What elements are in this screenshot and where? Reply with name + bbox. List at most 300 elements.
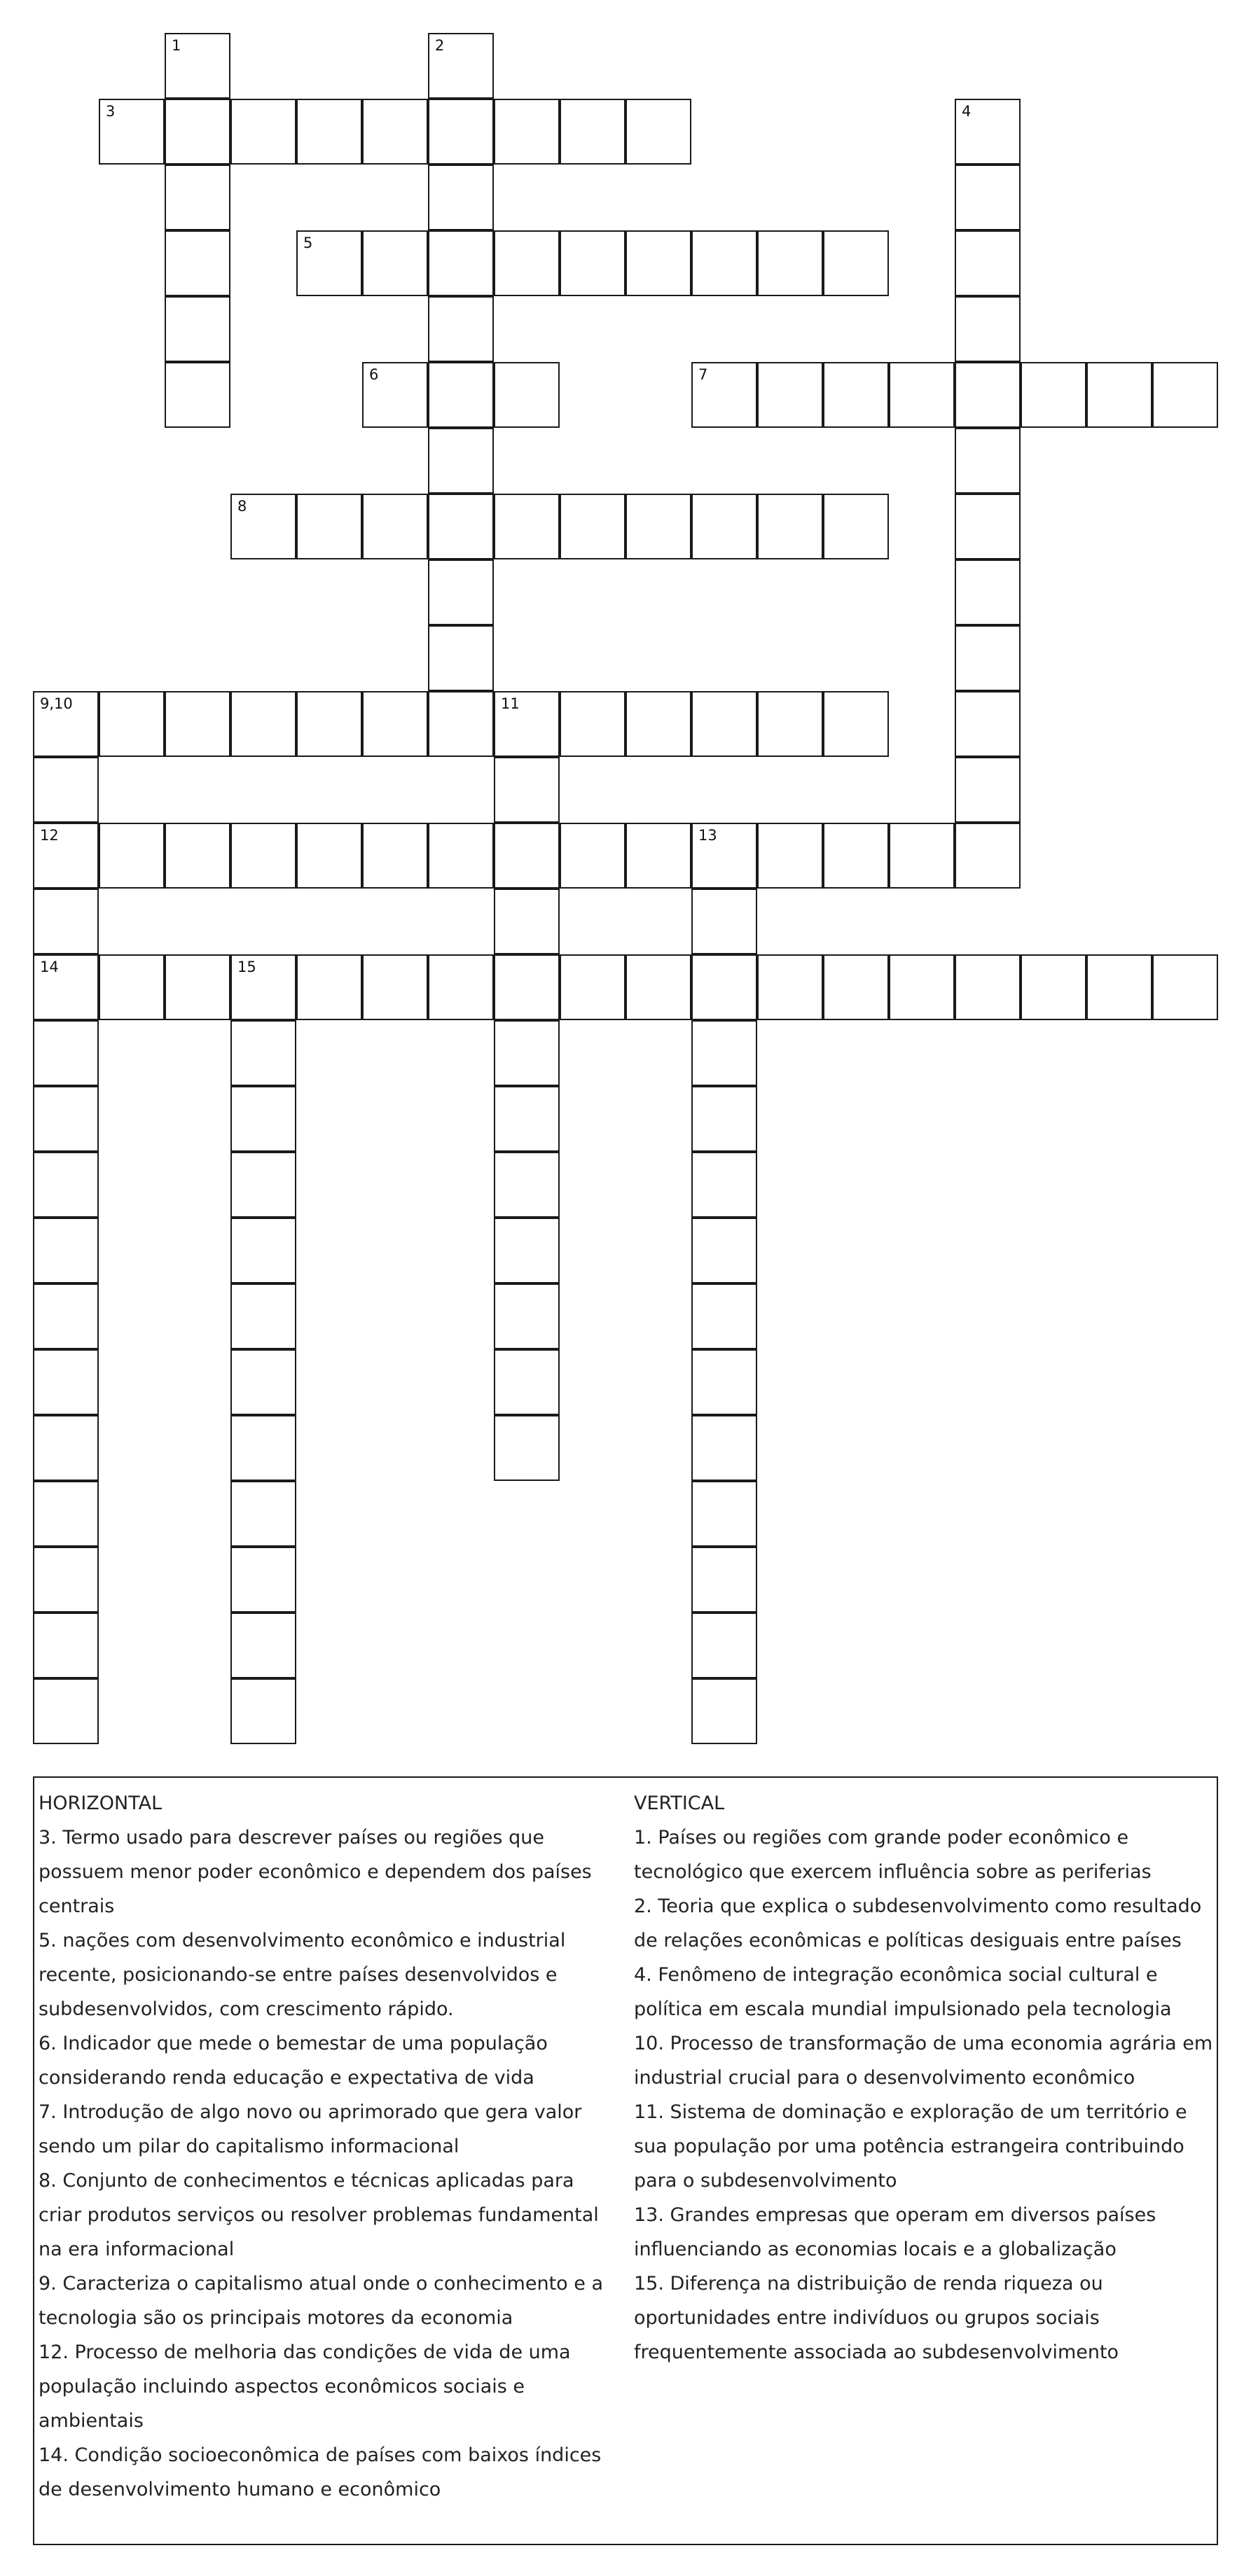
crossword-cell[interactable]	[33, 1415, 99, 1481]
cell-letter-input[interactable]	[693, 1022, 756, 1085]
cell-letter-input[interactable]	[561, 232, 624, 295]
cell-letter-input[interactable]	[495, 100, 558, 163]
cell-letter-input[interactable]	[34, 1351, 97, 1414]
crossword-cell[interactable]	[494, 823, 560, 889]
cell-letter-input[interactable]	[232, 1022, 295, 1085]
cell-letter-input[interactable]	[495, 758, 558, 821]
cell-letter-input[interactable]	[890, 956, 953, 1019]
crossword-cell[interactable]	[230, 494, 296, 559]
cell-letter-input[interactable]	[166, 100, 229, 163]
crossword-cell[interactable]	[33, 1613, 99, 1678]
cell-letter-input[interactable]	[34, 1614, 97, 1677]
crossword-cell[interactable]	[691, 1415, 757, 1481]
crossword-cell[interactable]	[230, 1349, 296, 1415]
cell-letter-input[interactable]	[232, 100, 295, 163]
crossword-cell[interactable]	[165, 362, 230, 428]
crossword-cell[interactable]	[691, 230, 757, 296]
cell-letter-input[interactable]	[693, 1285, 756, 1348]
crossword-cell[interactable]	[626, 691, 691, 757]
crossword-cell[interactable]	[362, 954, 428, 1020]
crossword-cell[interactable]	[823, 230, 889, 296]
cell-letter-input[interactable]	[232, 1482, 295, 1545]
cell-letter-input[interactable]	[364, 495, 427, 558]
crossword-cell[interactable]	[691, 1086, 757, 1152]
crossword-cell[interactable]	[691, 691, 757, 757]
cell-letter-input[interactable]	[693, 495, 756, 558]
crossword-cell[interactable]	[494, 1283, 560, 1349]
cell-letter-input[interactable]	[495, 1219, 558, 1282]
cell-letter-input[interactable]	[561, 495, 624, 558]
crossword-cell[interactable]	[691, 362, 757, 428]
crossword-cell[interactable]	[362, 230, 428, 296]
cell-letter-input[interactable]	[956, 824, 1019, 887]
crossword-cell[interactable]	[362, 691, 428, 757]
cell-letter-input[interactable]	[561, 100, 624, 163]
crossword-cell[interactable]	[494, 1349, 560, 1415]
cell-letter-input[interactable]	[495, 495, 558, 558]
cell-letter-input[interactable]	[627, 495, 690, 558]
cell-letter-input[interactable]	[824, 363, 887, 426]
crossword-cell[interactable]	[230, 1020, 296, 1086]
cell-letter-input[interactable]	[693, 1087, 756, 1150]
cell-letter-input[interactable]	[890, 824, 953, 887]
crossword-cell[interactable]	[889, 823, 955, 889]
cell-letter-input[interactable]	[429, 166, 492, 229]
cell-letter-input[interactable]	[429, 429, 492, 492]
crossword-cell[interactable]	[626, 230, 691, 296]
cell-letter-input[interactable]	[693, 1351, 756, 1414]
cell-letter-input[interactable]	[232, 495, 295, 558]
crossword-cell[interactable]	[428, 362, 494, 428]
cell-letter-input[interactable]	[693, 890, 756, 953]
cell-letter-input[interactable]	[1022, 363, 1085, 426]
cell-letter-input[interactable]	[627, 824, 690, 887]
crossword-cell[interactable]	[33, 1678, 99, 1744]
crossword-cell[interactable]	[691, 1283, 757, 1349]
cell-letter-input[interactable]	[166, 692, 229, 756]
crossword-cell[interactable]	[626, 954, 691, 1020]
cell-letter-input[interactable]	[298, 232, 361, 295]
cell-letter-input[interactable]	[34, 1548, 97, 1611]
cell-letter-input[interactable]	[364, 692, 427, 756]
crossword-cell[interactable]	[165, 230, 230, 296]
crossword-cell[interactable]	[33, 1547, 99, 1613]
cell-letter-input[interactable]	[956, 495, 1019, 558]
cell-letter-input[interactable]	[298, 495, 361, 558]
crossword-cell[interactable]	[33, 1283, 99, 1349]
cell-letter-input[interactable]	[34, 890, 97, 953]
crossword-cell[interactable]	[165, 823, 230, 889]
crossword-cell[interactable]	[230, 99, 296, 165]
cell-letter-input[interactable]	[364, 100, 427, 163]
cell-letter-input[interactable]	[759, 495, 822, 558]
cell-letter-input[interactable]	[759, 232, 822, 295]
crossword-cell[interactable]	[428, 559, 494, 625]
crossword-cell[interactable]	[494, 1152, 560, 1218]
cell-letter-input[interactable]	[429, 298, 492, 361]
crossword-cell[interactable]	[757, 362, 823, 428]
crossword-cell[interactable]	[1086, 362, 1152, 428]
cell-letter-input[interactable]	[759, 824, 822, 887]
cell-letter-input[interactable]	[100, 692, 163, 756]
crossword-cell[interactable]	[33, 691, 99, 757]
crossword-cell[interactable]	[33, 1349, 99, 1415]
crossword-cell[interactable]	[626, 494, 691, 559]
crossword-cell[interactable]	[1086, 954, 1152, 1020]
cell-letter-input[interactable]	[956, 100, 1019, 163]
crossword-cell[interactable]	[691, 1218, 757, 1283]
crossword-cell[interactable]	[494, 99, 560, 165]
crossword-cell[interactable]	[230, 1152, 296, 1218]
cell-letter-input[interactable]	[100, 956, 163, 1019]
cell-letter-input[interactable]	[364, 232, 427, 295]
cell-letter-input[interactable]	[34, 956, 97, 1019]
crossword-cell[interactable]	[691, 1481, 757, 1547]
crossword-cell[interactable]	[494, 1020, 560, 1086]
cell-letter-input[interactable]	[34, 1285, 97, 1348]
crossword-cell[interactable]	[955, 428, 1021, 494]
crossword-cell[interactable]	[955, 494, 1021, 559]
cell-letter-input[interactable]	[298, 824, 361, 887]
cell-letter-input[interactable]	[100, 824, 163, 887]
crossword-cell[interactable]	[33, 1152, 99, 1218]
cell-letter-input[interactable]	[759, 692, 822, 756]
crossword-cell[interactable]	[823, 691, 889, 757]
crossword-cell[interactable]	[99, 691, 165, 757]
crossword-cell[interactable]	[691, 1678, 757, 1744]
crossword-cell[interactable]	[230, 1547, 296, 1613]
crossword-cell[interactable]	[494, 230, 560, 296]
cell-letter-input[interactable]	[693, 1482, 756, 1545]
cell-letter-input[interactable]	[166, 363, 229, 426]
cell-letter-input[interactable]	[34, 1482, 97, 1545]
cell-letter-input[interactable]	[561, 824, 624, 887]
crossword-cell[interactable]	[494, 954, 560, 1020]
cell-letter-input[interactable]	[956, 956, 1019, 1019]
cell-letter-input[interactable]	[693, 692, 756, 756]
cell-letter-input[interactable]	[495, 1022, 558, 1085]
crossword-cell[interactable]	[955, 362, 1021, 428]
cell-letter-input[interactable]	[693, 1153, 756, 1216]
crossword-cell[interactable]	[230, 1218, 296, 1283]
crossword-cell[interactable]	[955, 691, 1021, 757]
cell-letter-input[interactable]	[364, 824, 427, 887]
cell-letter-input[interactable]	[34, 1153, 97, 1216]
cell-letter-input[interactable]	[34, 1087, 97, 1150]
cell-letter-input[interactable]	[627, 692, 690, 756]
cell-letter-input[interactable]	[34, 824, 97, 887]
crossword-cell[interactable]	[889, 954, 955, 1020]
crossword-cell[interactable]	[362, 823, 428, 889]
cell-letter-input[interactable]	[166, 232, 229, 295]
crossword-cell[interactable]	[33, 1086, 99, 1152]
cell-letter-input[interactable]	[232, 956, 295, 1019]
cell-letter-input[interactable]	[693, 956, 756, 1019]
cell-letter-input[interactable]	[956, 298, 1019, 361]
cell-letter-input[interactable]	[364, 363, 427, 426]
cell-letter-input[interactable]	[824, 692, 887, 756]
crossword-cell[interactable]	[428, 494, 494, 559]
cell-letter-input[interactable]	[232, 824, 295, 887]
cell-letter-input[interactable]	[693, 824, 756, 887]
crossword-cell[interactable]	[823, 954, 889, 1020]
crossword-cell[interactable]	[165, 954, 230, 1020]
crossword-cell[interactable]	[823, 823, 889, 889]
crossword-cell[interactable]	[230, 1678, 296, 1744]
crossword-cell[interactable]	[428, 230, 494, 296]
cell-letter-input[interactable]	[956, 758, 1019, 821]
crossword-cell[interactable]	[428, 99, 494, 165]
crossword-cell[interactable]	[428, 625, 494, 691]
cell-letter-input[interactable]	[232, 1416, 295, 1480]
cell-letter-input[interactable]	[759, 363, 822, 426]
crossword-cell[interactable]	[1021, 954, 1086, 1020]
cell-letter-input[interactable]	[824, 495, 887, 558]
crossword-cell[interactable]	[428, 428, 494, 494]
crossword-cell[interactable]	[955, 954, 1021, 1020]
crossword-cell[interactable]	[33, 1481, 99, 1547]
crossword-cell[interactable]	[428, 954, 494, 1020]
crossword-cell[interactable]	[494, 691, 560, 757]
crossword-cell[interactable]	[165, 296, 230, 362]
cell-letter-input[interactable]	[627, 100, 690, 163]
crossword-cell[interactable]	[1152, 362, 1218, 428]
crossword-cell[interactable]	[955, 99, 1021, 165]
crossword-cell[interactable]	[955, 559, 1021, 625]
cell-letter-input[interactable]	[429, 956, 492, 1019]
crossword-cell[interactable]	[296, 691, 362, 757]
crossword-cell[interactable]	[691, 954, 757, 1020]
crossword-cell[interactable]	[230, 1283, 296, 1349]
crossword-cell[interactable]	[296, 823, 362, 889]
cell-letter-input[interactable]	[495, 1351, 558, 1414]
crossword-cell[interactable]	[33, 757, 99, 823]
cell-letter-input[interactable]	[495, 824, 558, 887]
cell-letter-input[interactable]	[693, 1219, 756, 1282]
cell-letter-input[interactable]	[495, 890, 558, 953]
crossword-cell[interactable]	[33, 889, 99, 954]
crossword-cell[interactable]	[691, 1020, 757, 1086]
cell-letter-input[interactable]	[759, 956, 822, 1019]
crossword-cell[interactable]	[296, 99, 362, 165]
crossword-cell[interactable]	[230, 691, 296, 757]
crossword-cell[interactable]	[626, 99, 691, 165]
crossword-cell[interactable]	[296, 494, 362, 559]
crossword-cell[interactable]	[33, 954, 99, 1020]
cell-letter-input[interactable]	[429, 824, 492, 887]
cell-letter-input[interactable]	[166, 298, 229, 361]
cell-letter-input[interactable]	[166, 824, 229, 887]
crossword-cell[interactable]	[230, 954, 296, 1020]
cell-letter-input[interactable]	[693, 1614, 756, 1677]
crossword-cell[interactable]	[165, 33, 230, 99]
crossword-cell[interactable]	[757, 230, 823, 296]
crossword-cell[interactable]	[33, 1020, 99, 1086]
crossword-cell[interactable]	[757, 494, 823, 559]
cell-letter-input[interactable]	[429, 363, 492, 426]
cell-letter-input[interactable]	[298, 100, 361, 163]
crossword-cell[interactable]	[626, 823, 691, 889]
cell-letter-input[interactable]	[232, 1285, 295, 1348]
crossword-cell[interactable]	[296, 230, 362, 296]
cell-letter-input[interactable]	[956, 692, 1019, 756]
crossword-cell[interactable]	[230, 1613, 296, 1678]
crossword-cell[interactable]	[823, 494, 889, 559]
cell-letter-input[interactable]	[100, 100, 163, 163]
cell-letter-input[interactable]	[1154, 363, 1217, 426]
cell-letter-input[interactable]	[956, 561, 1019, 624]
crossword-cell[interactable]	[494, 889, 560, 954]
crossword-cell[interactable]	[560, 691, 626, 757]
crossword-cell[interactable]	[494, 757, 560, 823]
cell-letter-input[interactable]	[956, 232, 1019, 295]
cell-letter-input[interactable]	[956, 627, 1019, 690]
crossword-cell[interactable]	[494, 1218, 560, 1283]
cell-letter-input[interactable]	[232, 692, 295, 756]
crossword-cell[interactable]	[757, 954, 823, 1020]
crossword-cell[interactable]	[296, 954, 362, 1020]
crossword-cell[interactable]	[691, 494, 757, 559]
crossword-cell[interactable]	[428, 33, 494, 99]
cell-letter-input[interactable]	[232, 1219, 295, 1282]
cell-letter-input[interactable]	[232, 1680, 295, 1743]
crossword-cell[interactable]	[955, 823, 1021, 889]
cell-letter-input[interactable]	[34, 1680, 97, 1743]
crossword-cell[interactable]	[99, 99, 165, 165]
crossword-cell[interactable]	[757, 823, 823, 889]
cell-letter-input[interactable]	[495, 232, 558, 295]
crossword-cell[interactable]	[955, 757, 1021, 823]
cell-letter-input[interactable]	[693, 363, 756, 426]
crossword-cell[interactable]	[1152, 954, 1218, 1020]
crossword-cell[interactable]	[230, 823, 296, 889]
cell-letter-input[interactable]	[429, 561, 492, 624]
cell-letter-input[interactable]	[232, 1153, 295, 1216]
cell-letter-input[interactable]	[429, 232, 492, 295]
crossword-cell[interactable]	[691, 889, 757, 954]
crossword-cell[interactable]	[955, 230, 1021, 296]
cell-letter-input[interactable]	[429, 495, 492, 558]
cell-letter-input[interactable]	[34, 1022, 97, 1085]
crossword-cell[interactable]	[691, 823, 757, 889]
cell-letter-input[interactable]	[1088, 956, 1151, 1019]
cell-letter-input[interactable]	[495, 1416, 558, 1480]
cell-letter-input[interactable]	[495, 1153, 558, 1216]
crossword-cell[interactable]	[955, 296, 1021, 362]
cell-letter-input[interactable]	[956, 429, 1019, 492]
cell-letter-input[interactable]	[561, 956, 624, 1019]
cell-letter-input[interactable]	[429, 692, 492, 756]
crossword-cell[interactable]	[428, 296, 494, 362]
cell-letter-input[interactable]	[232, 1087, 295, 1150]
cell-letter-input[interactable]	[495, 956, 558, 1019]
cell-letter-input[interactable]	[429, 627, 492, 690]
cell-letter-input[interactable]	[627, 956, 690, 1019]
cell-letter-input[interactable]	[890, 363, 953, 426]
cell-letter-input[interactable]	[824, 956, 887, 1019]
crossword-cell[interactable]	[362, 99, 428, 165]
crossword-cell[interactable]	[33, 1218, 99, 1283]
crossword-cell[interactable]	[494, 1415, 560, 1481]
cell-letter-input[interactable]	[693, 1680, 756, 1743]
cell-letter-input[interactable]	[495, 363, 558, 426]
crossword-cell[interactable]	[889, 362, 955, 428]
crossword-cell[interactable]	[560, 823, 626, 889]
cell-letter-input[interactable]	[495, 692, 558, 756]
crossword-cell[interactable]	[955, 625, 1021, 691]
crossword-cell[interactable]	[823, 362, 889, 428]
cell-letter-input[interactable]	[561, 692, 624, 756]
cell-letter-input[interactable]	[1154, 956, 1217, 1019]
crossword-cell[interactable]	[757, 691, 823, 757]
cell-letter-input[interactable]	[232, 1614, 295, 1677]
crossword-cell[interactable]	[428, 823, 494, 889]
crossword-cell[interactable]	[494, 362, 560, 428]
crossword-cell[interactable]	[691, 1152, 757, 1218]
crossword-cell[interactable]	[494, 494, 560, 559]
cell-letter-input[interactable]	[34, 1219, 97, 1282]
cell-letter-input[interactable]	[34, 758, 97, 821]
cell-letter-input[interactable]	[232, 1351, 295, 1414]
cell-letter-input[interactable]	[166, 34, 229, 97]
crossword-cell[interactable]	[691, 1613, 757, 1678]
crossword-cell[interactable]	[33, 823, 99, 889]
crossword-cell[interactable]	[560, 954, 626, 1020]
cell-letter-input[interactable]	[627, 232, 690, 295]
crossword-cell[interactable]	[955, 165, 1021, 230]
crossword-cell[interactable]	[1021, 362, 1086, 428]
crossword-cell[interactable]	[99, 823, 165, 889]
crossword-cell[interactable]	[494, 1086, 560, 1152]
cell-letter-input[interactable]	[693, 232, 756, 295]
crossword-cell[interactable]	[560, 494, 626, 559]
cell-letter-input[interactable]	[34, 692, 97, 756]
crossword-cell[interactable]	[230, 1086, 296, 1152]
crossword-cell[interactable]	[560, 99, 626, 165]
crossword-cell[interactable]	[362, 362, 428, 428]
crossword-cell[interactable]	[428, 691, 494, 757]
crossword-cell[interactable]	[691, 1349, 757, 1415]
cell-letter-input[interactable]	[956, 166, 1019, 229]
cell-letter-input[interactable]	[824, 232, 887, 295]
cell-letter-input[interactable]	[298, 956, 361, 1019]
cell-letter-input[interactable]	[1022, 956, 1085, 1019]
crossword-cell[interactable]	[560, 230, 626, 296]
cell-letter-input[interactable]	[824, 824, 887, 887]
crossword-cell[interactable]	[691, 1547, 757, 1613]
cell-letter-input[interactable]	[956, 363, 1019, 426]
cell-letter-input[interactable]	[495, 1285, 558, 1348]
crossword-cell[interactable]	[428, 165, 494, 230]
crossword-cell[interactable]	[165, 99, 230, 165]
cell-letter-input[interactable]	[232, 1548, 295, 1611]
cell-letter-input[interactable]	[34, 1416, 97, 1480]
crossword-cell[interactable]	[362, 494, 428, 559]
cell-letter-input[interactable]	[429, 100, 492, 163]
crossword-cell[interactable]	[165, 165, 230, 230]
cell-letter-input[interactable]	[429, 34, 492, 97]
cell-letter-input[interactable]	[693, 1548, 756, 1611]
cell-letter-input[interactable]	[1088, 363, 1151, 426]
crossword-cell[interactable]	[230, 1481, 296, 1547]
cell-letter-input[interactable]	[166, 956, 229, 1019]
cell-letter-input[interactable]	[495, 1087, 558, 1150]
cell-letter-input[interactable]	[166, 166, 229, 229]
crossword-cell[interactable]	[99, 954, 165, 1020]
cell-letter-input[interactable]	[364, 956, 427, 1019]
crossword-cell[interactable]	[230, 1415, 296, 1481]
cell-letter-input[interactable]	[693, 1416, 756, 1480]
